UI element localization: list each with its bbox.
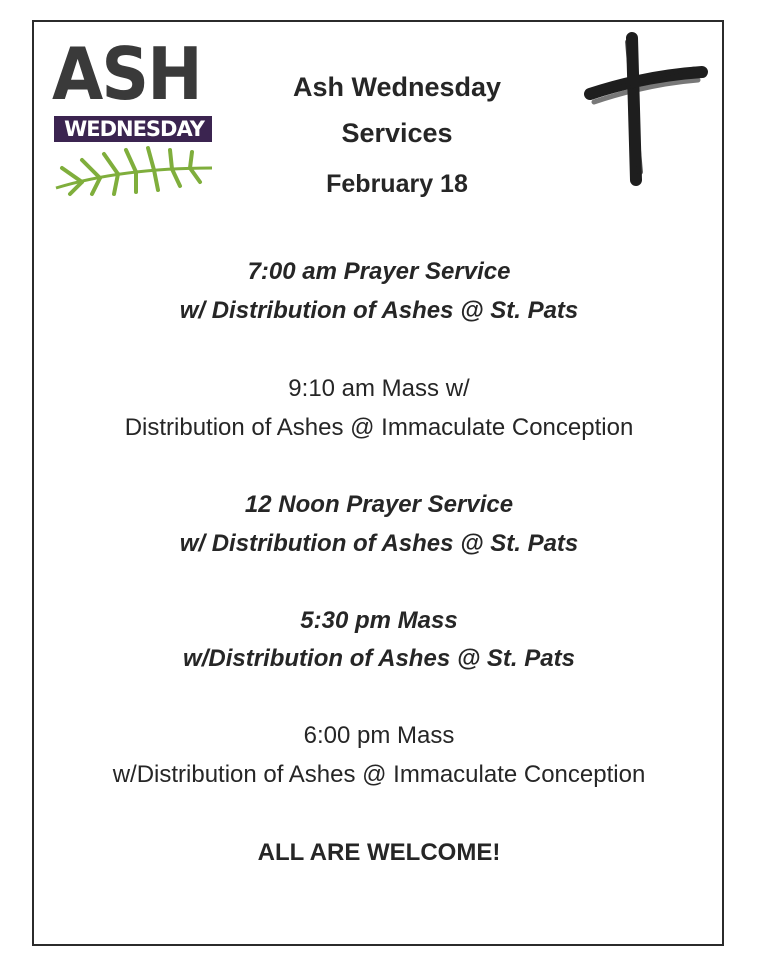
service-2-detail: Distribution of Ashes @ Immaculate Conception [124, 414, 634, 441]
palm-leaf-icon [52, 138, 217, 198]
service-5-detail: w/Distribution of Ashes @ Immaculate Conception [112, 761, 646, 788]
service-4-detail: w/Distribution of Ashes @ St. Pats [183, 645, 575, 672]
logo-wednesday-text: WEDNESDAY [64, 117, 204, 141]
logo-ash-text: ASH [52, 32, 201, 116]
service-1-detail: w/ Distribution of Ashes @ St. Pats [179, 297, 579, 324]
welcome-message: ALL ARE WELCOME! [257, 839, 501, 866]
title-line-2: Services [341, 118, 453, 148]
service-date: February 18 [326, 170, 468, 198]
title-line-1: Ash Wednesday [292, 72, 502, 102]
ash-cross-icon [584, 32, 709, 187]
service-5-time: 6:00 pm Mass [303, 722, 455, 749]
service-3-detail: w/ Distribution of Ashes @ St. Pats [179, 530, 579, 557]
service-3-time: 12 Noon Prayer Service [244, 491, 514, 518]
service-4-time: 5:30 pm Mass [300, 607, 458, 634]
service-1-time: 7:00 am Prayer Service [247, 258, 511, 285]
service-2-time: 9:10 am Mass w/ [288, 375, 470, 402]
ash-wednesday-logo [52, 32, 217, 195]
